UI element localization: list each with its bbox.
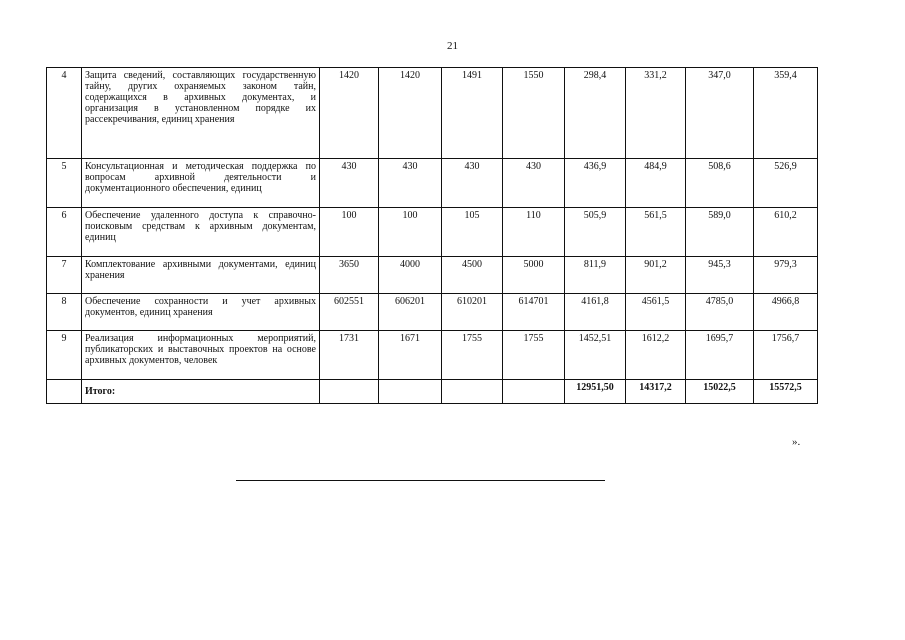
value-cell: 430: [379, 159, 442, 208]
value-cell: 979,3: [754, 257, 818, 294]
row-number: 4: [47, 68, 82, 159]
value-cell: 610201: [442, 294, 503, 331]
value-cell: 298,4: [565, 68, 626, 159]
report-table: [46, 67, 818, 404]
value-cell: 1550: [503, 68, 565, 159]
row-description: Обеспечение сохранности и учет архивных документов, единиц хранения: [82, 294, 320, 331]
value-cell: 359,4: [754, 68, 818, 159]
value-cell: 1612,2: [626, 331, 686, 380]
value-cell: 811,9: [565, 257, 626, 294]
value-cell: 1491: [442, 68, 503, 159]
row-description: Защита сведений, составляющих государственную тайну, других охраняемых законом тайн, содержащихся в архивных документах, и организация в установленном порядке их рассекречивания, единиц хранения: [82, 68, 320, 159]
row-description: Обеспечение удаленного доступа к справочно-поисковым средствам к архивным документам, единиц: [82, 208, 320, 257]
total-value-cell: 12951,50: [565, 380, 626, 404]
value-cell: 4966,8: [754, 294, 818, 331]
table-row: [47, 159, 818, 208]
table-row: [47, 208, 818, 257]
total-label: Итого:: [82, 380, 320, 404]
row-number: 9: [47, 331, 82, 380]
row-number: [47, 380, 82, 404]
value-cell: 347,0: [686, 68, 754, 159]
total-value-cell: 15022,5: [686, 380, 754, 404]
value-cell: 526,9: [754, 159, 818, 208]
value-cell: 1731: [320, 331, 379, 380]
value-cell: 1695,7: [686, 331, 754, 380]
closing-quote: ».: [792, 436, 801, 448]
value-cell: 602551: [320, 294, 379, 331]
value-cell: 436,9: [565, 159, 626, 208]
value-cell: 610,2: [754, 208, 818, 257]
value-cell: 589,0: [686, 208, 754, 257]
total-value-cell: 15572,5: [754, 380, 818, 404]
value-cell: 100: [320, 208, 379, 257]
value-cell: 430: [503, 159, 565, 208]
value-cell: 901,2: [626, 257, 686, 294]
total-value-cell: [442, 380, 503, 404]
value-cell: 4000: [379, 257, 442, 294]
row-description: Реализация информационных мероприятий, публикаторских и выставочных проектов на основе архивных документов, человек: [82, 331, 320, 380]
value-cell: 100: [379, 208, 442, 257]
value-cell: 430: [320, 159, 379, 208]
table-row: [47, 331, 818, 380]
total-value-cell: [503, 380, 565, 404]
value-cell: 1755: [442, 331, 503, 380]
value-cell: 1671: [379, 331, 442, 380]
value-cell: 1756,7: [754, 331, 818, 380]
row-description: Консультационная и методическая поддержка по вопросам архивной деятельности и документационного обеспечения, единиц: [82, 159, 320, 208]
row-number: 8: [47, 294, 82, 331]
table-row: [47, 294, 818, 331]
value-cell: 4561,5: [626, 294, 686, 331]
value-cell: 430: [442, 159, 503, 208]
value-cell: 1420: [320, 68, 379, 159]
table-row: [47, 257, 818, 294]
row-number: 6: [47, 208, 82, 257]
page-number: 21: [447, 40, 458, 52]
report-table-body: [47, 68, 818, 404]
table-row: [47, 68, 818, 159]
value-cell: 561,5: [626, 208, 686, 257]
value-cell: 614701: [503, 294, 565, 331]
value-cell: 508,6: [686, 159, 754, 208]
value-cell: 1755: [503, 331, 565, 380]
value-cell: 4500: [442, 257, 503, 294]
value-cell: 606201: [379, 294, 442, 331]
value-cell: 4161,8: [565, 294, 626, 331]
value-cell: 505,9: [565, 208, 626, 257]
row-number: 5: [47, 159, 82, 208]
value-cell: 3650: [320, 257, 379, 294]
value-cell: 331,2: [626, 68, 686, 159]
value-cell: 1452,51: [565, 331, 626, 380]
total-value-cell: 14317,2: [626, 380, 686, 404]
value-cell: 5000: [503, 257, 565, 294]
value-cell: 110: [503, 208, 565, 257]
row-number: 7: [47, 257, 82, 294]
value-cell: 105: [442, 208, 503, 257]
value-cell: 1420: [379, 68, 442, 159]
total-value-cell: [379, 380, 442, 404]
value-cell: 945,3: [686, 257, 754, 294]
row-description: Комплектование архивными документами, единиц хранения: [82, 257, 320, 294]
total-row: [47, 380, 818, 404]
signature-line: [236, 480, 605, 481]
value-cell: 484,9: [626, 159, 686, 208]
total-value-cell: [320, 380, 379, 404]
value-cell: 4785,0: [686, 294, 754, 331]
